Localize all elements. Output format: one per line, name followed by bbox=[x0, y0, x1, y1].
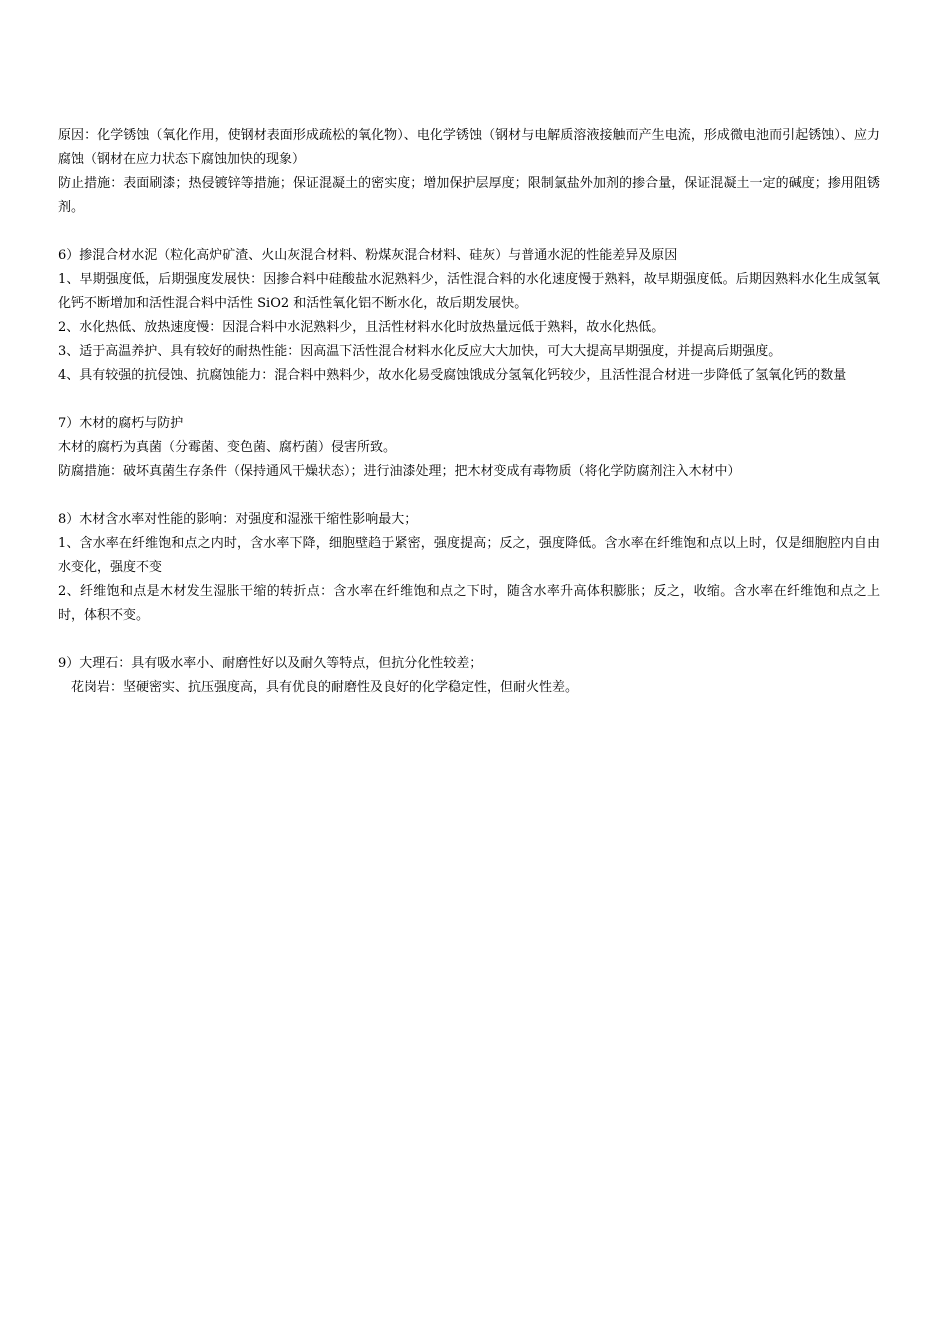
paragraph-corrosion-prevention: 防止措施：表面刷漆；热侵镀锌等措施；保证混凝土的密实度；增加保护层厚度；限制氯盐外加剂的掺合量，保证混凝土一定的碱度；掺用阻锈剂。 bbox=[58, 176, 880, 215]
paragraph-marble: 9）大理石：具有吸水率小、耐磨性好以及耐久等特点，但抗分化性较差； bbox=[58, 656, 483, 671]
paragraph-blended-cement-3: 3、适于高温养护、具有较好的耐热性能：因高温下活性混合材料水化反应大大加快，可大大提高早期强度，并提高后期强度。 bbox=[58, 344, 782, 359]
heading-wood-decay: 7）木材的腐朽与防护 bbox=[58, 416, 184, 431]
paragraph-granite: 花岗岩：坚硬密实、抗压强度高，具有优良的耐磨性及良好的化学稳定性，但耐火性差。 bbox=[71, 680, 579, 695]
paragraph-wood-moisture-2: 2、纤维饱和点是木材发生湿胀干缩的转折点：含水率在纤维饱和点之下时，随含水率升高体积膨胀；反之，收缩。含水率在纤维饱和点之上时，体积不变。 bbox=[58, 584, 880, 623]
paragraph-wood-decay-cause: 木材的腐朽为真菌（分霉菌、变色菌、腐朽菌）侵害所致。 bbox=[58, 440, 397, 455]
section-wood-decay bbox=[58, 412, 880, 484]
paragraph-corrosion-causes: 原因：化学锈蚀（氧化作用，使钢材表面形成疏松的氧化物）、电化学锈蚀（钢材与电解质溶液接触而产生电流，形成微电池而引起锈蚀）、应力腐蚀（钢材在应力状态下腐蚀加快的现象） bbox=[58, 128, 880, 167]
document-body bbox=[58, 124, 880, 724]
heading-blended-cement: 6）掺混合材水泥（粒化高炉矿渣、火山灰混合材料、粉煤灰混合材料、硅灰）与普通水泥的性能差异及原因 bbox=[58, 248, 678, 263]
section-stone bbox=[58, 652, 880, 700]
section-steel-corrosion bbox=[58, 124, 880, 220]
section-wood-moisture bbox=[58, 508, 880, 628]
heading-wood-moisture: 8）木材含水率对性能的影响：对强度和湿涨干缩性影响最大； bbox=[58, 512, 418, 527]
paragraph-wood-moisture-1: 1、含水率在纤维饱和点之内时，含水率下降，细胞壁趋于紧密，强度提高；反之，强度降低。含水率在纤维饱和点以上时，仅是细胞腔内自由水变化，强度不变 bbox=[58, 536, 880, 575]
section-blended-cement bbox=[58, 244, 880, 388]
paragraph-wood-decay-prevention: 防腐措施：破坏真菌生存条件（保持通风干燥状态）；进行油漆处理；把木材变成有毒物质（将化学防腐剂注入木材中） bbox=[58, 464, 741, 479]
paragraph-blended-cement-4: 4、具有较强的抗侵蚀、抗腐蚀能力：混合料中熟料少，故水化易受腐蚀饿成分氢氧化钙较少，且活性混合材进一步降低了氢氧化钙的数量 bbox=[58, 368, 847, 383]
paragraph-blended-cement-1: 1、早期强度低，后期强度发展快：因掺合料中硅酸盐水泥熟料少，活性混合料的水化速度慢于熟料，故早期强度低。后期因熟料水化生成氢氧化钙不断增加和活性混合料中活性 SiO2 和活性氧化铝不断水化，故后期发展快。 bbox=[58, 272, 880, 311]
paragraph-blended-cement-2: 2、水化热低、放热速度慢：因混合料中水泥熟料少，且活性材料水化时放热量远低于熟料，故水化热低。 bbox=[58, 320, 665, 335]
